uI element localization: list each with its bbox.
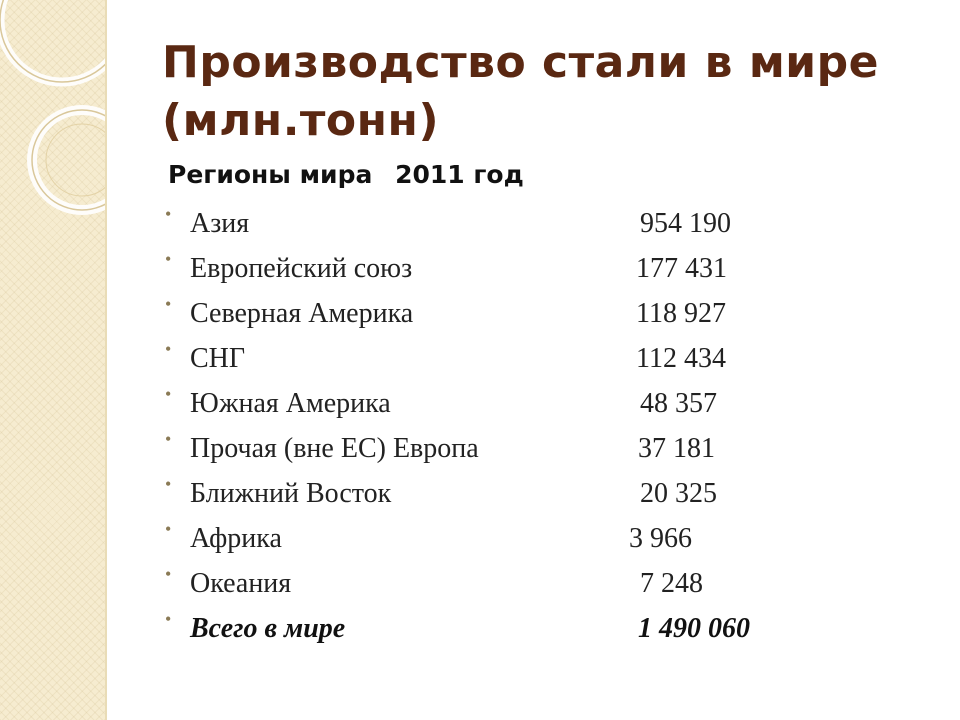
region-value: 954 190 (640, 208, 731, 239)
list-item (165, 515, 925, 560)
region-value: 112 434 (636, 343, 726, 374)
decorative-rings (0, 0, 105, 720)
region-value: 37 181 (638, 433, 715, 464)
title-line-1: Производство стали в мире (162, 37, 879, 88)
bullet-icon: • (165, 204, 172, 224)
region-label: Европейский союз (190, 253, 413, 284)
table-subheader (168, 160, 524, 189)
region-value: 177 431 (636, 253, 727, 284)
region-value: 7 248 (640, 568, 703, 599)
list-item (165, 335, 925, 380)
bullet-icon: • (165, 294, 172, 314)
bullet-icon: • (165, 564, 172, 584)
list-item (165, 200, 925, 245)
bullet-icon: • (165, 384, 172, 404)
region-label: Азия (190, 208, 250, 239)
bullet-icon: • (165, 249, 172, 269)
panel-edge (105, 0, 107, 720)
list-item (165, 290, 925, 335)
slide-title (162, 34, 932, 150)
regions-list (165, 200, 925, 650)
bullet-icon: • (165, 339, 172, 359)
bullet-icon: • (165, 609, 172, 629)
region-label: Северная Америка (190, 298, 414, 329)
region-label: Южная Америка (190, 388, 391, 419)
total-label: Всего в мире (190, 613, 346, 644)
list-item (165, 425, 925, 470)
region-label: СНГ (190, 343, 246, 374)
regions-header: Регионы мира (168, 160, 373, 189)
bullet-icon: • (165, 429, 172, 449)
region-label: Ближний Восток (190, 478, 392, 509)
region-value: 20 325 (640, 478, 717, 509)
bullet-icon: • (165, 474, 172, 494)
region-value: 118 927 (636, 298, 726, 329)
bullet-icon: • (165, 519, 172, 539)
list-item (165, 380, 925, 425)
region-label: Африка (190, 523, 282, 554)
region-value: 3 966 (629, 523, 692, 554)
list-item (165, 560, 925, 605)
region-value: 48 357 (640, 388, 717, 419)
region-label: Прочая (вне ЕС) Европа (190, 433, 479, 464)
region-label: Океания (190, 568, 292, 599)
total-value: 1 490 060 (638, 613, 750, 644)
year-header: 2011 год (395, 160, 524, 189)
total-row (165, 605, 925, 650)
list-item (165, 245, 925, 290)
list-item (165, 470, 925, 515)
title-line-2: (млн.тонн) (162, 95, 440, 146)
decorative-side-panel (0, 0, 105, 720)
